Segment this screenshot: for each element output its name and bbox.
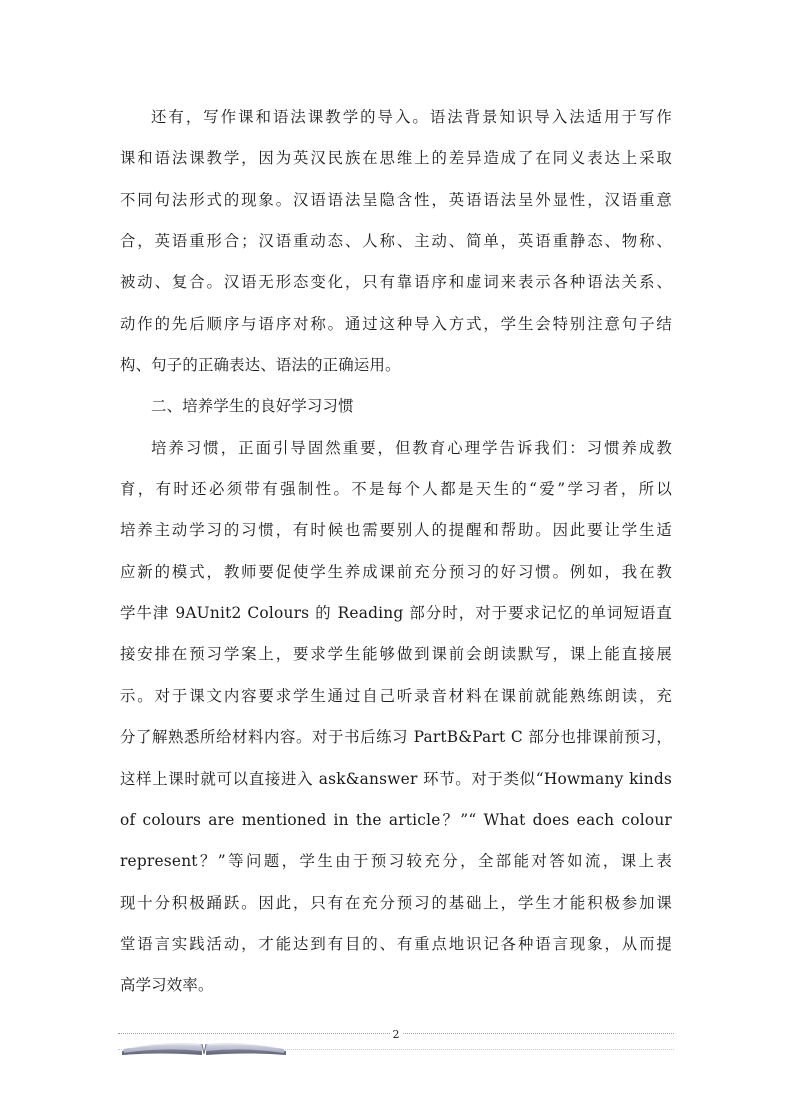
paragraph-line: 培养主动学习的习惯，有时候也需要别人的提醒和帮助。因此要让学生适: [120, 521, 672, 540]
paragraph-line: 育，有时还必须带有强制性。不是每个人都是天生的“爱”学习者，所以: [120, 480, 672, 499]
paragraph-line: 示。对于课文内容要求学生通过自己听录音材料在课前就能熟练朗读，充: [120, 686, 672, 705]
page-footer: [118, 1028, 674, 1060]
paragraph-line: 接安排在预习学案上，要求学生能够做到课前会朗读默写，课上能直接展: [120, 645, 672, 664]
paragraph-line: 学牛津 9AUnit2 Colours 的 Reading 部分时，对于要求记忆的单词短语直: [120, 604, 672, 623]
paragraph-line: 高学习效率。: [120, 976, 214, 995]
paragraph-line: 构、句子的正确表达、语法的正确运用。: [120, 356, 401, 375]
paragraph-line: 这样上课时就可以直接进入 ask&answer 环节。对于类似“Howmany kinds: [120, 769, 672, 788]
paragraph-line: 应新的模式，教师要促使学生养成课前充分预习的好习惯。例如，我在教: [120, 562, 672, 581]
paragraph-line: 合，英语重形合；汉语重动态、人称、主动、简单，英语重静态、物称、: [120, 232, 672, 251]
paragraph-line: 现十分积极踊跃。因此，只有在充分预习的基础上，学生才能积极参加课: [120, 893, 672, 912]
paragraph-line: 分了解熟悉所给材料内容。对于书后练习 PartB&Part C 部分也排课前预习，: [120, 728, 672, 747]
paragraph-line: 课和语法课教学，因为英汉民族在思维上的差异造成了在同义表达上采取: [120, 149, 672, 168]
page-number: 2: [390, 1028, 402, 1042]
paragraph-line: 被动、复合。汉语无形态变化，只有靠语序和虚词来表示各种语法关系、: [120, 273, 672, 292]
paragraph-line: represent？”等问题，学生由于预习较充分，全部能对答如流，课上表: [120, 852, 672, 871]
paragraph-line: of colours are mentioned in the article？”“ What does each colour: [120, 810, 672, 829]
paragraph-line: 动作的先后顺序与语序对称。通过这种导入方式，学生会特别注意句子结: [120, 314, 672, 333]
paragraph-line: 培养习惯，正面引导固然重要，但教育心理学告诉我们：习惯养成教: [151, 438, 672, 457]
paragraph-line: 不同句法形式的现象。汉语语法呈隐含性，英语语法呈外显性，汉语重意: [120, 190, 672, 209]
section-heading: 二、培养学生的良好学习习惯: [151, 397, 354, 416]
document-body: [120, 97, 672, 1007]
paragraph-line: 还有，写作课和语法课教学的导入。语法背景知识导入法适用于写作: [151, 108, 672, 126]
open-book-icon: [120, 1032, 288, 1056]
paragraph-line: 堂语言实践活动，才能达到有目的、有重点地识记各种语言现象，从而提: [120, 934, 672, 953]
